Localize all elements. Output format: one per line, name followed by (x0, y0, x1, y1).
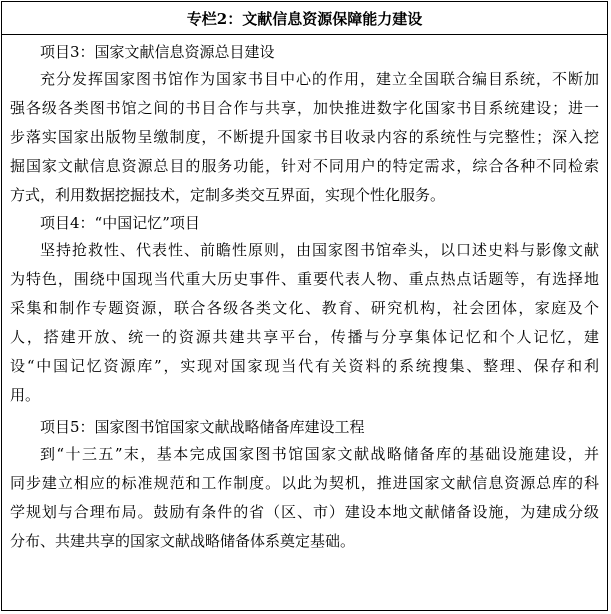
box-content (2, 35, 607, 556)
section-heading: 项目3：国家文献信息资源总目建设 (40, 43, 275, 61)
paragraph-line: 同步建立相应的标准规范和工作制度。以此为契机，推进国家文献信息资源总库的科 (10, 474, 599, 492)
paragraph-line: 强各级各类图书馆之间的书目合作与共享，加快推进数字化国家书目系统建设；进一 (10, 99, 599, 117)
section-heading: 项目5：国家图书馆国家文献战略储备库建设工程 (40, 418, 365, 436)
section-project-4 (10, 210, 599, 410)
section-project-3 (10, 39, 599, 210)
paragraph-line: 步落实国家出版物呈缴制度，不断提升国家书目收录内容的系统性与完整性；深入挖 (10, 128, 599, 146)
paragraph-line: 采集和制作专题资源，联合各级各类文化、教育、研究机构，社会团体，家庭及个 (10, 299, 599, 317)
paragraph-line: 掘国家文献信息资源总目的服务功能，针对不同用户的特定需求，综合各种不同检索 (10, 157, 599, 175)
feature-box (1, 1, 608, 611)
paragraph-line: 充分发挥国家图书馆作为国家书目中心的作用，建立全国联合编目系统，不断加 (40, 70, 599, 88)
paragraph-line: 方式，利用数据挖掘技术，定制多类交互界面，实现个性化服务。 (10, 186, 446, 204)
paragraph-line: 为特色，围绕中国现当代重大历史事件、重要代表人物、重点热点话题等，有选择地 (10, 270, 599, 288)
paragraph-line: 分布、共建共享的国家文献战略储备体系奠定基础。 (10, 532, 356, 550)
section-heading: 项目4：“中国记忆”项目 (40, 214, 200, 232)
paragraph-line: 人，搭建开放、统一的资源共建共享平台，传播与分享集体记忆和个人记忆，建 (10, 328, 599, 346)
paragraph-line: 坚持抢救性、代表性、前瞻性原则，由国家图书馆牵头，以口述史料与影像文献 (40, 241, 599, 259)
paragraph-line: 到“十三五”末，基本完成国家图书馆国家文献战略储备库的基础设施建设，并 (40, 445, 599, 463)
paragraph-line: 用。 (10, 386, 41, 404)
section-project-5 (10, 414, 599, 556)
paragraph-line: 设“中国记忆资源库”，实现对国家现当代有关资料的系统搜集、整理、保存和利 (10, 357, 599, 375)
paragraph-line: 学规划与合理布局。鼓励有条件的省（区、市）建设本地文献储备设施，为建成分级 (10, 503, 599, 521)
box-title: 专栏2：文献信息资源保障能力建设 (2, 2, 607, 35)
